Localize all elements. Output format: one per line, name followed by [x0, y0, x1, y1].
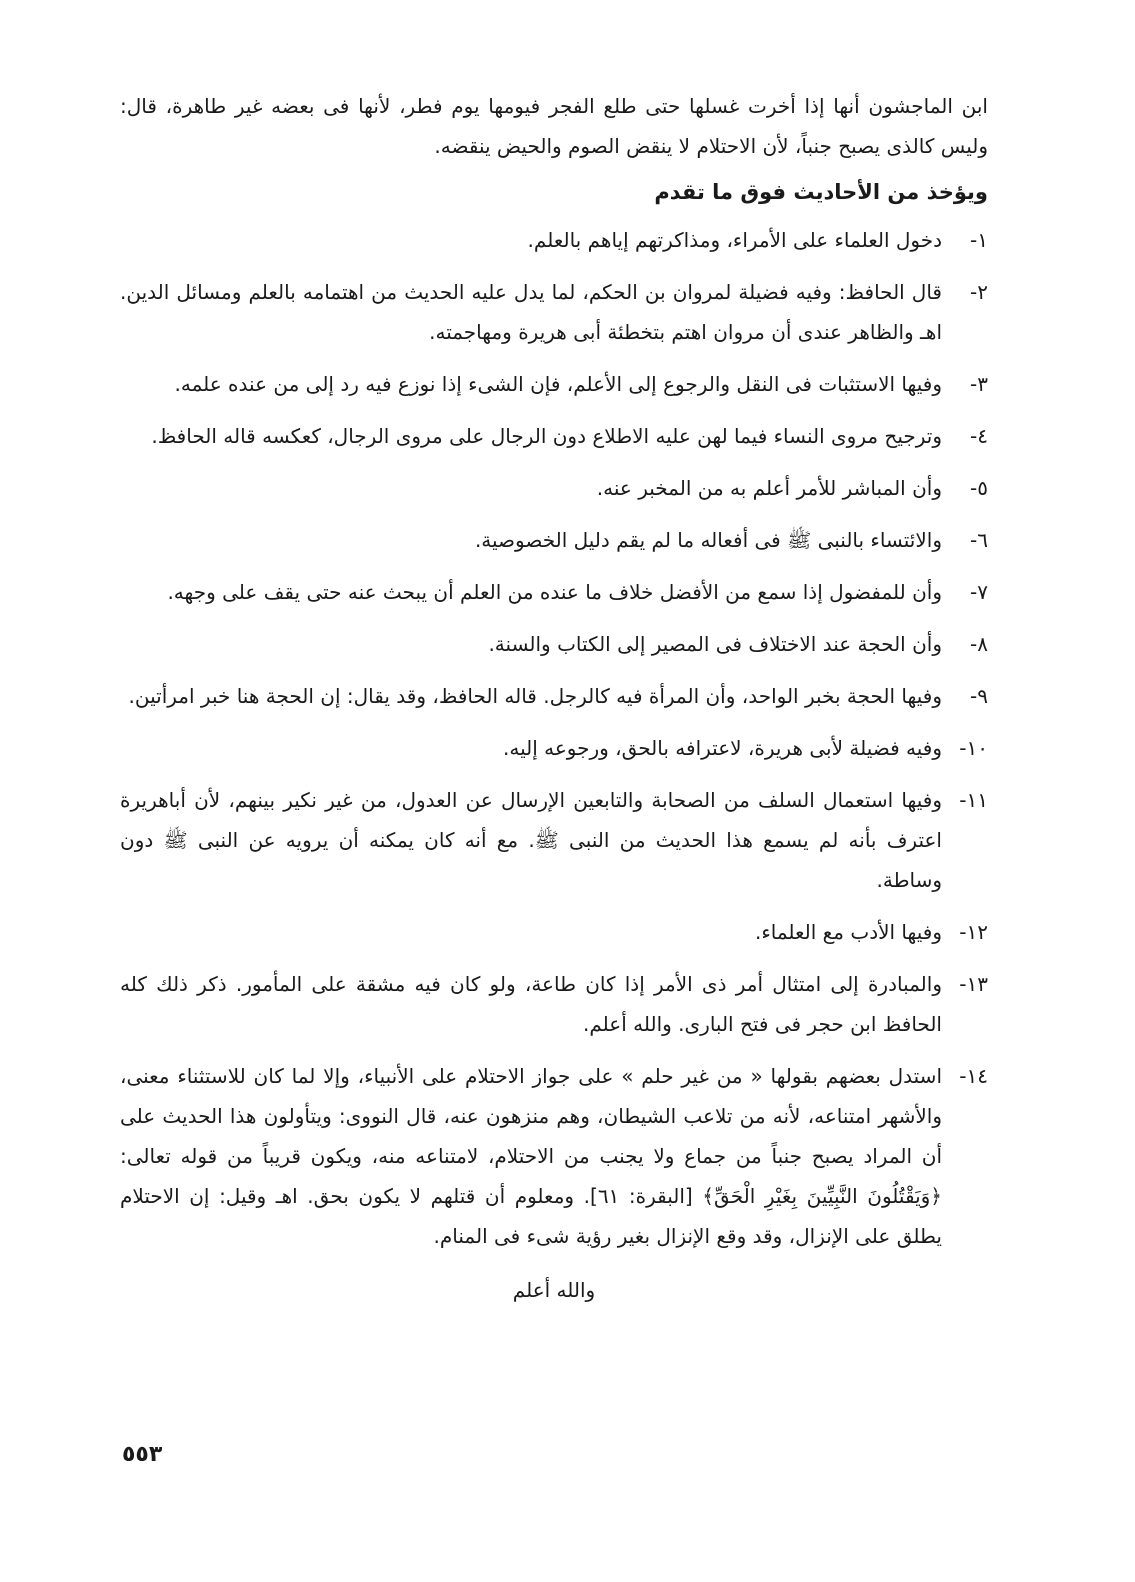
item-text: وأن الحجة عند الاختلاف فى المصير إلى الكتاب والسنة.	[488, 632, 942, 656]
page-content	[120, 86, 988, 1310]
list-item-1	[120, 220, 988, 260]
list-item-4	[120, 416, 988, 456]
item-text: وفيه فضيلة لأبى هريرة، لاعترافه بالحق، ورجوعه إليه.	[502, 736, 942, 760]
list-item-14	[120, 1056, 988, 1256]
item-number: ١-	[970, 228, 988, 252]
item-number: ١٠-	[959, 736, 988, 760]
item-number: ٢-	[970, 280, 988, 304]
item-text: والمبادرة إلى امتثال أمر ذى الأمر إذا كان طاعة، ولو كان فيه مشقة على المأمور. ذكر ذلك كله الحافظ ابن حجر فى فتح البارى. والله أعلم.	[120, 972, 942, 1036]
item-text: وفيها استعمال السلف من الصحابة والتابعين الإرسال عن العدول، من غير نكير بينهم، لأن أباهريرة اعترف بأنه لم يسمع هذا الحديث من النبى ﷺ. مع أنه كان يمكنه أن يرويه عن النبى ﷺ دون وساطة.	[120, 788, 942, 892]
numbered-list	[120, 220, 988, 1256]
item-number: ٩-	[970, 684, 988, 708]
item-number: ٨-	[970, 632, 988, 656]
closing-phrase: والله أعلم	[512, 1278, 596, 1302]
item-number: ١٢-	[959, 920, 988, 944]
page-number: ٥٥٣	[122, 1442, 163, 1467]
item-text: وترجيح مروى النساء فيما لهن عليه الاطلاع دون الرجال على مروى الرجال، كعكسه قاله الحافظ.	[151, 424, 942, 448]
list-item-7	[120, 572, 988, 612]
list-item-8	[120, 624, 988, 664]
item-number: ١٤-	[959, 1064, 988, 1088]
item-text: وفيها الحجة بخبر الواحد، وأن المرأة فيه كالرجل. قاله الحافظ، وقد يقال: إن الحجة هنا خبر امرأتين.	[128, 684, 942, 708]
item-text: استدل بعضهم بقولها « من غير حلم » على جواز الاحتلام على الأنبياء، وإلا لما كان للاستثناء معنى، والأشهر امتناعه، لأنه من تلاعب الشيطان، وهم منزهون عنه، قال النووى: ويتأولون هذا الحديث على أن المراد يصبح جنباً من جماع ولا يجنب من الاحتلام، لامتناعه منه، ويكون قريباً من قوله تعالى: ﴿وَيَقْتُلُونَ النَّبِيِّينَ بِغَيْرِ الْحَقِّ﴾ [البقرة: ٦١]. ومعلوم أن قتلهم لا يكون بحق. اهـ وقيل: إن الاحتلام يطلق على الإنزال، وقد وقع الإنزال بغير رؤية شىء فى المنام.	[120, 1064, 943, 1248]
item-number: ١٣-	[959, 972, 988, 996]
list-item-3	[120, 364, 988, 404]
item-number: ٤-	[970, 424, 988, 448]
item-number: ١١-	[959, 788, 988, 812]
list-item-12	[120, 912, 988, 952]
item-number: ٥-	[970, 476, 988, 500]
item-text: وأن للمفضول إذا سمع من الأفضل خلاف ما عنده من العلم أن يبحث عنه حتى يقف على وجهه.	[167, 580, 942, 604]
item-text: وفيها الأدب مع العلماء.	[754, 920, 942, 944]
list-item-5	[120, 468, 988, 508]
item-text: دخول العلماء على الأمراء، ومذاكرتهم إياهم بالعلم.	[527, 228, 942, 252]
section-heading: ويؤخذ من الأحاديث فوق ما تقدم	[654, 180, 988, 204]
list-item-10	[120, 728, 988, 768]
list-item-6	[120, 520, 988, 560]
list-item-2	[120, 272, 988, 352]
item-number: ٦-	[970, 528, 988, 552]
intro-paragraph: ابن الماجشون أنها إذا أخرت غسلها حتى طلع الفجر فيومها يوم فطر، لأنها فى بعضه غير طاهرة، قال: وليس كالذى يصبح جنباً، لأن الاحتلام لا ينقض الصوم والحيض ينقضه.	[120, 94, 988, 158]
item-text: والائتساء بالنبى ﷺ فى أفعاله ما لم يقم دليل الخصوصية.	[474, 528, 942, 552]
item-text: قال الحافظ: وفيه فضيلة لمروان بن الحكم، لما يدل عليه الحديث من اهتمامه بالعلم ومسائل الدين. اهـ والظاهر عندى أن مروان اهتم بتخطئة أبى هريرة ومهاجمته.	[120, 280, 942, 344]
list-item-9	[120, 676, 988, 716]
item-text: وأن المباشر للأمر أعلم به من المخبر عنه.	[596, 476, 942, 500]
list-item-13	[120, 964, 988, 1044]
item-number: ٧-	[970, 580, 988, 604]
item-text: وفيها الاستثبات فى النقل والرجوع إلى الأعلم، فإن الشىء إذا نوزع فيه رد إلى من عنده علمه.	[174, 372, 942, 396]
list-item-11	[120, 780, 988, 900]
item-number: ٣-	[970, 372, 988, 396]
